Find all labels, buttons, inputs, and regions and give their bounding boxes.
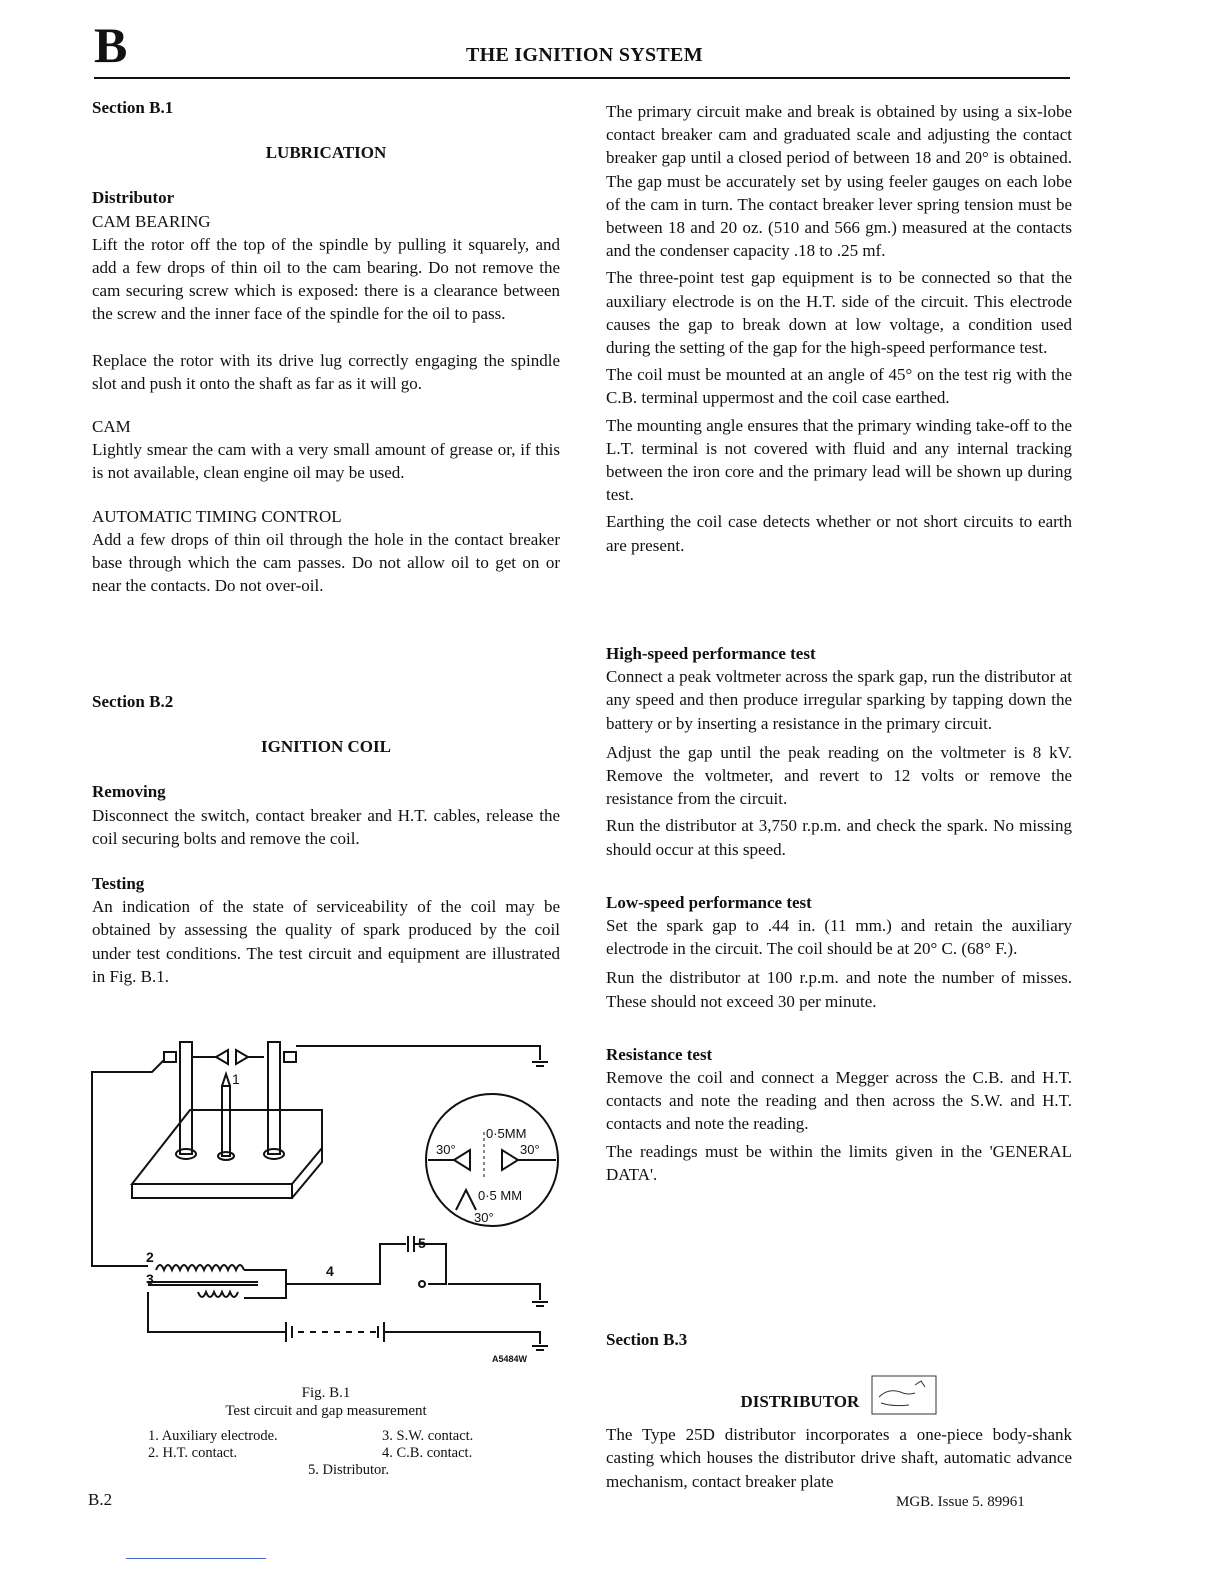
header-rule: [94, 77, 1070, 79]
testing-subheading: Testing: [92, 874, 145, 894]
angle-label-a: 30°: [436, 1142, 456, 1157]
rotor-text: Replace the rotor with its drive lug correctly engaging the spindle slot and push it onto the shaft as far as it will go.: [92, 350, 560, 393]
angle-label-b: 30°: [520, 1142, 540, 1157]
legend-item-1: 1. Auxiliary electrode.: [148, 1428, 278, 1444]
board-front: [132, 1184, 292, 1198]
distributor-heading: DISTRIBUTOR: [740, 1392, 860, 1412]
distributor-subheading: Distributor: [92, 188, 175, 208]
earth-wire-mid: [448, 1284, 540, 1300]
label-3: 3: [146, 1271, 154, 1287]
mounting-angle-text: The mounting angle ensures that the primary winding take-off to the L.T. terminal is not covered with fluid and any internal tracking between the iron core and the primary lead will be shown up during test.: [606, 415, 1072, 505]
figure-subtitle: Test circuit and gap measurement: [225, 1403, 427, 1419]
figure-ref: A5484W: [492, 1354, 528, 1364]
coil-mount-text: The coil must be mounted at an angle of 45° on the test rig with the C.B. terminal uppermost and the coil case earthed.: [606, 365, 1072, 408]
resistance-text: Remove the coil and connect a Megger across the C.B. and H.T. contacts and note the reading and then across the S.W. and H.T. contacts and note the reading.: [606, 1068, 1072, 1134]
primary-circuit-text: The primary circuit make and break is obtained by using a six-lobe contact breaker cam and graduated scale and adjusting the contact breaker gap until a closed period of between 18 and 20° is obtained. The gap must be accurately set by using feeler gauges on each lobe of the cam in turn. The contact breaker lever spring tension must be between 18 and 20 oz. (510 and 566 gm.) measured at the contacts and the condenser capacity .18 to .25 mf.: [606, 102, 1072, 261]
cam-bearing-subheading: CAM BEARING: [92, 211, 211, 231]
battery-wire-b: [384, 1332, 540, 1344]
ignition-coil-heading: IGNITION COIL: [261, 737, 391, 757]
section-b2-heading: Section B.2: [92, 692, 174, 711]
section-b1-heading: Section B.1: [92, 98, 174, 117]
removing-text: Disconnect the switch, contact breaker and H.T. cables, release the coil securing bolts and remove the coil.: [92, 805, 560, 848]
legend-item-2: 2. H.T. contact.: [148, 1445, 238, 1461]
aux-electrode-tip: [222, 1074, 230, 1086]
resistance-heading: Resistance test: [606, 1044, 713, 1064]
bottom-link-line: [126, 1558, 266, 1559]
legend-item-3: 3. S.W. contact.: [382, 1428, 474, 1444]
wire-hv: [92, 1060, 164, 1266]
post-left: [180, 1042, 192, 1154]
board-side: [292, 1148, 322, 1198]
aux-electrode: [222, 1086, 230, 1156]
run-distributor-text: Run the distributor at 3,750 r.p.m. and check the spark. No missing should occur at this speed.: [606, 816, 1072, 859]
post-right: [268, 1042, 280, 1154]
label-4: 4: [326, 1263, 334, 1279]
secondary-winding: [198, 1292, 238, 1297]
wire-top: [296, 1046, 540, 1060]
left-column-b2: [92, 690, 560, 988]
adjust-gap-text: Adjust the gap until the peak reading on the voltmeter is 8 kV. Remove the voltmeter, and revert to 12 volts or remove the resistance from the circuit.: [606, 742, 1072, 809]
figure-title: Fig. B.1: [301, 1385, 351, 1401]
primary-winding: [156, 1265, 244, 1270]
section-b3-heading: Section B.3: [606, 1330, 688, 1349]
low-speed-text: Set the spark gap to .44 in. (11 mm.) and retain the auxiliary electrode in the circuit. The coil should be at 20° C. (68° F.).: [606, 916, 1072, 959]
chapter-letter: B: [94, 17, 128, 73]
dist-wire-a: [324, 1244, 406, 1284]
test-circuit-diagram: [88, 1030, 568, 1370]
issue-info: MGB. Issue 5. 89961: [896, 1494, 1025, 1510]
angle-label-c: 30°: [474, 1210, 494, 1225]
page-title: THE IGNITION SYSTEM: [466, 44, 703, 66]
right-column-b3: [606, 1328, 1072, 1493]
misses-text: Run the distributor at 100 r.p.m. and note the number of misses. These should not exceed 30 per minute.: [606, 968, 1072, 1011]
readings-text: The readings must be within the limits given in the 'GENERAL DATA'.: [606, 1141, 1072, 1184]
low-speed-heading: Low-speed performance test: [606, 892, 812, 912]
figure-caption: [92, 1384, 560, 1420]
electrode-right: [236, 1050, 264, 1064]
gap-label-05mm-b: 0·5 MM: [478, 1188, 523, 1203]
earthing-text: Earthing the coil case detects whether or not short circuits to earth are present.: [606, 512, 1072, 555]
test-gap-text: The three-point test gap equipment is to be connected so that the auxiliary electrode is on the H.T. side of the circuit. This electrode causes the gap to break down at low voltage, a condition used during the setting of the gap for the high-speed performance test.: [606, 268, 1072, 358]
distributor-heading-row: [606, 1375, 1072, 1415]
right-column: [606, 100, 1072, 557]
hand-pointer-icon: [871, 1375, 937, 1415]
right-column-tests: [606, 642, 1072, 1186]
label-5: 5: [418, 1235, 426, 1251]
cam-text: Lightly smear the cam with a very small amount of grease or, if this is not available, clean engine oil may be used.: [92, 440, 560, 483]
lubrication-heading: LUBRICATION: [265, 143, 387, 163]
board-top: [132, 1110, 322, 1184]
electrode-left: [192, 1050, 228, 1064]
distributor-text: The Type 25D distributor incorporates a one-piece body-shank casting which houses the distributor drive shaft, automatic advance mechanism, contact breaker plate: [606, 1425, 1072, 1491]
aux-point: [456, 1190, 476, 1210]
atc-subheading: AUTOMATIC TIMING CONTROL: [92, 506, 342, 526]
atc-text: Add a few drops of thin oil through the hole in the contact breaker base through which the cam passes. Do not allow oil to get on or near the contacts. Do not over-oil.: [92, 529, 560, 596]
removing-subheading: Removing: [92, 782, 166, 802]
cam-subheading: CAM: [92, 417, 131, 437]
label-2: 2: [146, 1249, 154, 1265]
gap-point-left: [454, 1150, 470, 1170]
high-speed-heading: High-speed performance test: [606, 644, 816, 663]
testing-text: An indication of the state of serviceability of the coil may be obtained by assessing the quality of spark produced by the coil under test conditions. The test circuit and equipment are illustrated in Fig. B.1.: [92, 897, 560, 986]
high-speed-text: Connect a peak voltmeter across the spark gap, run the distributor at any speed and then produce irregular sparking by tapping down the battery or by inserting a resistance in the primary circuit.: [606, 667, 1072, 733]
label-1: 1: [232, 1071, 240, 1087]
gap-point-right: [502, 1150, 518, 1170]
legend-item-5: 5. Distributor.: [308, 1462, 389, 1478]
cb-contact: [419, 1281, 425, 1287]
left-column: [92, 96, 560, 597]
cam-bearing-text: Lift the rotor off the top of the spindle by pulling it squarely, and add a few drops of thin oil to the cam bearing. Do not remove the cam securing screw which is exposed: there is a clearance between the screw and the inner face of the spindle for the oil to pass.: [92, 234, 560, 324]
legend-item-4: 4. C.B. contact.: [382, 1445, 473, 1461]
terminal-right: [284, 1052, 296, 1062]
page-number: B.2: [88, 1490, 113, 1509]
gap-label-05mm: 0·5MM: [486, 1126, 527, 1141]
terminal-left: [164, 1052, 176, 1062]
